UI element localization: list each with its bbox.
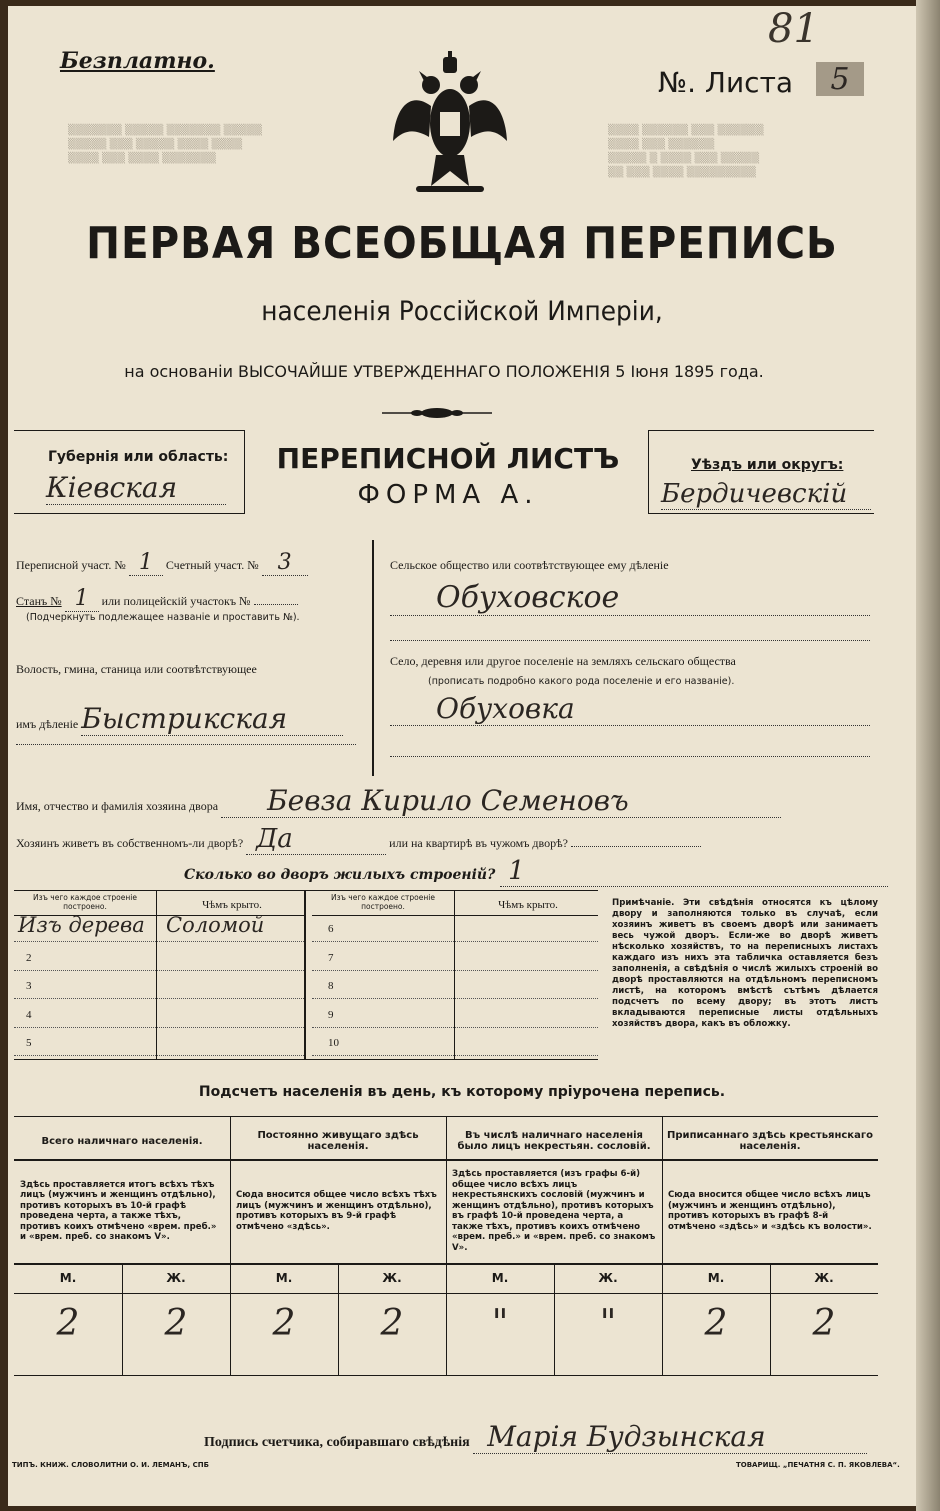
own-yard-row [16, 824, 701, 855]
page-edge [916, 0, 940, 1511]
population-column-header: Постоянно живущаго здѣсь населенія. [257, 1130, 419, 1152]
bleed-through-text: ▒▒▒▒ ▒▒▒▒▒▒ ▒▒▒ ▒▒▒▒▒▒ ▒▒▒▒ ▒▒▒ ▒▒▒▒▒▒ ▒▒▒▒▒ ▒ ▒▒▒▒ ▒▒▒ ▒▒▒▒▒ ▒▒ ▒▒▒ ▒▒▒▒ ▒▒▒▒▒▒▒▒▒ [608, 125, 764, 178]
population-column-header: Всего наличнаго населенія. [41, 1135, 203, 1147]
building-row [14, 1001, 304, 1028]
count-district-value: 3 [262, 550, 308, 576]
sheet-number-value: 5 [816, 62, 864, 96]
male-count: " [491, 1303, 509, 1344]
female-count: " [599, 1303, 617, 1344]
female-column-label: Ж. [814, 1271, 834, 1285]
bleed-through-text-left: ▒▒▒▒▒▒▒ ▒▒▒▒▒ ▒▒▒▒▒▒▒ ▒▒▒▒▒ ▒▒▒▒▒ ▒▒▒ ▒▒▒▒▒ ▒▒▒▒ ▒▒▒▒ ▒▒▒▒ ▒▒▒ ▒▒▒▒ ▒▒▒▒▒▒▒ [68, 125, 263, 164]
col-roof-header: Чѣмъ крыто. [202, 899, 262, 911]
printer-right: ТОВАРИЩ. „ПЕЧАТНЯ С. П. ЯКОВЛЕВА“. [736, 1461, 900, 1469]
building-row-number: 6 [328, 923, 334, 935]
form-label: ФОРМА А. [357, 480, 539, 510]
column-divider [372, 540, 374, 776]
male-count: 2 [272, 1303, 296, 1344]
rent-label: или на квартирѣ въ чужомъ дворѣ? [389, 836, 568, 850]
female-column-label: Ж. [598, 1271, 618, 1285]
female-count: 2 [164, 1303, 188, 1344]
building-row [14, 972, 304, 999]
female-column-label: Ж. [166, 1271, 186, 1285]
male-count: 2 [56, 1303, 80, 1344]
buildings-value: 1 [500, 856, 888, 887]
double-headed-eagle-icon [391, 51, 509, 201]
uezd-value: Бердичевскій [661, 479, 871, 510]
stan-label: Станъ № [16, 594, 62, 608]
male-column-label: М. [59, 1271, 77, 1285]
building-row [312, 944, 598, 971]
building-row-number: 4 [26, 1008, 32, 1021]
police-label: или полицейскій участокъ № [101, 594, 251, 608]
village-value: Обуховка [390, 692, 870, 726]
ornament-divider-icon [382, 404, 492, 416]
guberniya-value: Кіевская [46, 471, 226, 505]
female-count: 2 [812, 1303, 836, 1344]
building-row [312, 972, 598, 999]
male-count: 2 [704, 1303, 728, 1344]
village-note: (прописать подробно какого рода поселеніе и его названіе). [428, 676, 735, 687]
signature-row [204, 1420, 867, 1454]
guberniya-box [14, 430, 245, 514]
page-subtitle: населенія Россійской Имперіи, [261, 296, 663, 327]
buildings-label: Сколько во дворъ жилыхъ строеній? [184, 867, 496, 883]
owner-name-label: Имя, отчество и фамилія хозяина двора [16, 799, 219, 813]
page-title: ПЕРВАЯ ВСЕОБЩАЯ ПЕРЕПИСЬ [86, 218, 838, 269]
stan-row [16, 586, 298, 612]
society-value: Обуховское [390, 580, 870, 616]
volost-row [16, 702, 343, 736]
building-row-number: 7 [328, 951, 334, 964]
village-label: Село, деревня или другое поселеніе на земляхъ сельскаго общества [390, 654, 736, 668]
corner-number: 81 [768, 6, 819, 52]
stan-note: (Подчеркнуть подлежащее названіе и проставить №). [26, 612, 300, 623]
own-yard-value: Да [246, 824, 386, 855]
sheet-number-label: №. Листа [658, 66, 794, 99]
census-district-row [16, 550, 308, 576]
population-table [14, 1116, 878, 1376]
building-row [312, 1001, 598, 1028]
signature-label: Подпись счетчика, собиравшаго свѣдѣнія [204, 1435, 470, 1450]
volost-label: Волость, гмина, станица или соотвѣтствующее [16, 662, 257, 676]
male-column-label: М. [491, 1271, 509, 1285]
buildings-table [14, 890, 598, 1060]
guberniya-label: Губернія или область: [48, 449, 229, 465]
building-row [14, 915, 304, 942]
population-column-description: Здѣсь проставляется итогъ всѣхъ тѣхъ лицъ (мужчинъ и женщинъ отдѣльно), противъ которыхъ въ 10-й графѣ проведена черта, а также тѣхъ, противъ коихъ отмѣчено «врем. преб.» и «врем. преб. со знакомъ V». [20, 1179, 217, 1242]
buildings-table-left [14, 891, 304, 1059]
free-label: Безплатно. [60, 48, 215, 74]
building-row [14, 944, 304, 971]
building-row-number: 3 [26, 980, 32, 992]
own-yard-label: Хозяинъ живетъ въ собственномъ-ли дворѣ? [16, 836, 244, 850]
census-sheet [8, 6, 916, 1506]
buildings-table-right [312, 891, 598, 1059]
building-row-number: 10 [328, 1037, 339, 1049]
population-column-description: Сюда вносится общее число всѣхъ тѣхъ лицъ (мужчинъ и женщинъ отдѣльно), противъ которыхъ въ 9-й графѣ отмѣчено «здѣсь». [236, 1190, 437, 1232]
volost-label-2: имъ дѣленіе [16, 717, 79, 731]
uezd-box [648, 430, 874, 514]
col-material-header: Изъ чего каждое строеніе построено. [33, 893, 137, 911]
male-column-label: М. [707, 1271, 725, 1285]
legal-basis: на основаніи ВЫСОЧАЙШЕ УТВЕРЖДЕННАГО ПОЛОЖЕНІЯ 5 Іюня 1895 года. [124, 362, 764, 381]
building-row [14, 1029, 304, 1056]
society-label: Сельское общество или соотвѣтствующее ему дѣленіе [390, 558, 669, 572]
census-district-label: Переписной участ. № [16, 558, 126, 572]
population-column [446, 1117, 663, 1375]
count-district-label: Счетный участ. № [165, 558, 259, 572]
stan-value: 1 [65, 586, 99, 612]
building-row-number: 2 [26, 951, 32, 964]
owner-name-row [16, 784, 781, 818]
building-row [312, 915, 598, 942]
signature-value: Марія Будзынская [473, 1420, 867, 1454]
census-district-value: 1 [129, 550, 163, 576]
population-column [14, 1117, 231, 1375]
buildings-row [184, 856, 888, 887]
female-count: 2 [380, 1303, 404, 1344]
population-column-description: Здѣсь проставляется (изъ графы 6-й) общее число всѣхъ лицъ некрестьянскихъ сословій (мужчинъ и женщинъ отдѣльно), противъ которыхъ въ графѣ 10-й проведена черта, а также тѣхъ, противъ коихъ отмѣчено «врем. преб.» и «врем. преб. со знакомъ V». [452, 1169, 656, 1253]
building-roof: Соломой [166, 913, 265, 937]
uezd-label: Уѣздъ или округъ: [691, 457, 844, 473]
col-roof-header-right: Чѣмъ крыто. [498, 899, 558, 911]
note-text: Примѣчаніе. Эти свѣдѣнія относятся къ цѣлому двору и заполняются только въ случаѣ, если хозяинъ живетъ въ своемъ дворѣ или занимаетъ весь чужой дворъ. Если-же во дворѣ живетъ нѣсколько хозяйствъ, то на переписныхъ листахъ каждаго изъ нихъ эта табличка оставляется безъ заполненія, а свѣдѣнія о числѣ жилыхъ строеній во дворѣ проставляются на отдѣльномъ переписномъ листѣ, на которомъ вмѣстѣ сътѣмъ дѣлается подсчетъ по всему двору; въ этотъ листъ вкладываются переписные листы отдѣльныхъ хозяйствъ двора, какъ въ обложку. [612, 898, 878, 1029]
printer-left: ТИПЪ. КНИЖ. СЛОВОЛИТНИ О. И. ЛЕМАНЪ, СПБ [12, 1461, 209, 1469]
population-title: Подсчетъ населенія въ день, къ которому пріурочена перепись. [198, 1084, 726, 1100]
building-material: Изъ дерева [18, 913, 145, 937]
list-title: ПЕРЕПИСНОЙ ЛИСТЪ [276, 442, 620, 475]
population-column-header: Въ числѣ наличнаго населенія было лицъ некрестьян. сословій. [457, 1130, 651, 1152]
population-column [662, 1117, 878, 1375]
col-material-header-right: Изъ чего каждое строеніе построено. [331, 893, 435, 911]
population-column-description: Сюда вносится общее число всѣхъ лицъ (мужчинъ и женщинъ отдѣльно), противъ которыхъ въ графѣ 8-й отмѣчено «здѣсь» и «здѣсь къ волости». [668, 1190, 872, 1232]
population-column [230, 1117, 447, 1375]
population-column-header: Приписаннаго здѣсь крестьянскаго населенія. [667, 1130, 873, 1152]
female-column-label: Ж. [382, 1271, 402, 1285]
owner-name-value: Бевза Кирило Семеновъ [221, 784, 781, 818]
building-row-number: 5 [26, 1037, 32, 1049]
building-row-number: 8 [328, 980, 334, 992]
male-column-label: М. [275, 1271, 293, 1285]
building-row [312, 1029, 598, 1056]
volost-value: Быстрикская [81, 702, 343, 736]
building-row-number: 9 [328, 1008, 334, 1021]
